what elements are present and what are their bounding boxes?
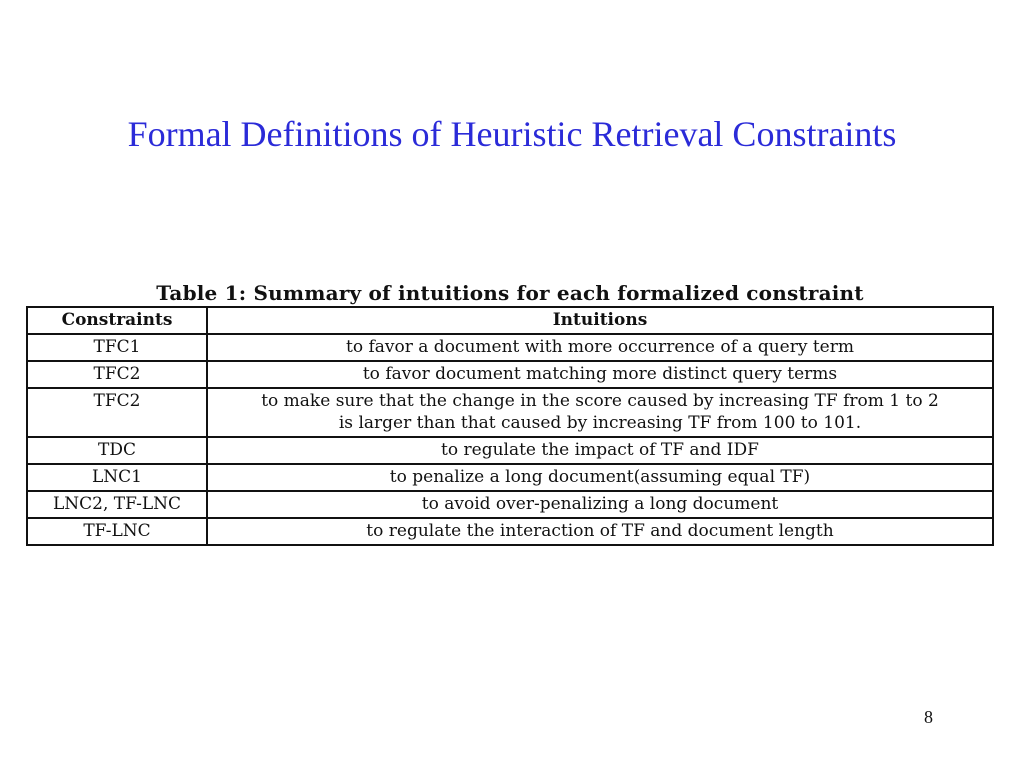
constraint-cell: LNC1 (27, 464, 207, 491)
table-row (27, 437, 993, 464)
slide-title: Formal Definitions of Heuristic Retrieval Constraints (127, 114, 897, 154)
intuition-cell: to regulate the impact of TF and IDF (207, 437, 993, 464)
table-row (27, 464, 993, 491)
intuition-line: is larger than that caused by increasing TF from 100 to 101. (338, 413, 862, 433)
intuition-cell: to avoid over-penalizing a long document (207, 491, 993, 518)
constraint-cell: TFC2 (27, 388, 207, 437)
intuition-cell: to regulate the interaction of TF and document length (207, 518, 993, 545)
intuition-cell: to favor a document with more occurrence of a query term (207, 334, 993, 361)
intuition-cell: to penalize a long document(assuming equal TF) (207, 464, 993, 491)
constraint-cell: TDC (27, 437, 207, 464)
constraint-cell: TFC2 (27, 361, 207, 388)
constraints-table (26, 306, 994, 546)
table-caption: Table 1: Summary of intuitions for each formalized constraint (156, 281, 864, 305)
table-row (27, 491, 993, 518)
table-row (27, 388, 993, 437)
constraint-cell: TF-LNC (27, 518, 207, 545)
header-constraints: Constraints (27, 307, 207, 334)
table-header-row (27, 307, 993, 334)
intuition-line: to make sure that the change in the score caused by increasing TF from 1 to 2 (261, 391, 939, 411)
constraint-cell: LNC2, TF-LNC (27, 491, 207, 518)
table-row (27, 518, 993, 545)
intuition-cell: to favor document matching more distinct query terms (207, 361, 993, 388)
header-intuitions: Intuitions (207, 307, 993, 334)
intuition-cell (207, 388, 993, 437)
table-row (27, 334, 993, 361)
constraint-cell: TFC1 (27, 334, 207, 361)
page-number: 8 (924, 707, 933, 727)
table-row (27, 361, 993, 388)
